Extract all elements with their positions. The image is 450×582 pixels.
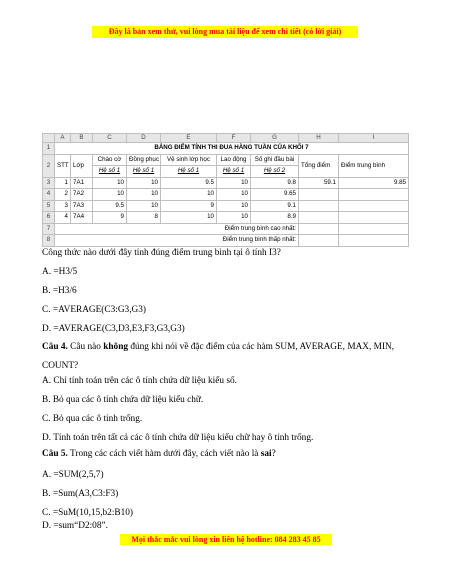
- row-header[interactable]: 5: [43, 200, 55, 212]
- cell-class[interactable]: 7A2: [71, 189, 93, 201]
- question-3-prompt: Công thức nào dưới đây tính đúng điểm trung bình tại ô tính I3?: [42, 248, 281, 258]
- cell-g[interactable]: 9.8: [251, 177, 299, 189]
- cell-f[interactable]: 10: [217, 212, 251, 224]
- column-header[interactable]: G: [251, 134, 299, 143]
- sheet-row: [43, 154, 409, 166]
- cell-e[interactable]: 9: [161, 200, 217, 212]
- cell-c[interactable]: 9.5: [93, 200, 127, 212]
- question-3-option-b: B. =H3/6: [42, 286, 77, 296]
- cell-e[interactable]: 10: [161, 212, 217, 224]
- column-header[interactable]: E: [161, 134, 217, 143]
- cell-c[interactable]: 10: [93, 177, 127, 189]
- header-cell[interactable]: Số ghi đầu bài: [251, 154, 299, 166]
- weight-cell[interactable]: Hệ số 1: [93, 166, 127, 178]
- cell-h[interactable]: [299, 200, 339, 212]
- hotline-banner: Mọi thắc mắc vui lòng xin liên hệ hotline: 084 283 45 85: [120, 534, 332, 545]
- row-header[interactable]: 6: [43, 212, 55, 224]
- sheet-row: [43, 223, 409, 235]
- header-cell[interactable]: Đồng phục: [127, 154, 161, 166]
- min-average-label[interactable]: Điểm trung bình thấp nhất:: [55, 235, 299, 247]
- cell-g[interactable]: 8.9: [251, 212, 299, 224]
- sheet-row: [43, 212, 409, 224]
- question-5-text-post: ?: [271, 449, 276, 459]
- cell-class[interactable]: 7A1: [71, 177, 93, 189]
- question-4-option-c: C. Bỏ qua các ô tính trống.: [42, 414, 143, 424]
- cell-e[interactable]: 10: [161, 189, 217, 201]
- row-header[interactable]: 4: [43, 189, 55, 201]
- cell-c[interactable]: 9: [93, 212, 127, 224]
- weight-cell[interactable]: Hệ số 2: [251, 166, 299, 178]
- question-5-prompt: [42, 448, 422, 460]
- cell-i[interactable]: 9.85: [339, 177, 409, 189]
- sheet-row: [43, 143, 409, 155]
- row-header[interactable]: 3: [43, 177, 55, 189]
- row-header[interactable]: 7: [43, 223, 55, 235]
- cell-h[interactable]: [299, 223, 339, 235]
- question-3-option-d: D. =AVERAGE(C3,D3,E3,F3,G3,G3): [42, 324, 185, 334]
- header-cell[interactable]: Tổng điểm: [299, 154, 339, 177]
- question-5-text-pre: Trong các cách viết hàm dưới đây, cách viết nào là: [67, 449, 261, 459]
- question-4-text-pre: Câu nào: [67, 342, 104, 352]
- sheet-title[interactable]: BẢNG ĐIỂM TÍNH THI ĐUA HÀNG TUẦN CỦA KHỐI 7: [55, 143, 409, 155]
- question-5-option-d: D. =sum“D2:08”.: [42, 521, 108, 531]
- question-4-emphasis: không: [103, 342, 129, 352]
- question-3-option-a: A. =H3/5: [42, 267, 78, 277]
- cell-f[interactable]: 10: [217, 200, 251, 212]
- sheet-row: [43, 200, 409, 212]
- header-cell[interactable]: Lao động: [217, 154, 251, 166]
- header-cell[interactable]: Vệ sinh lớp học: [161, 154, 217, 166]
- row-header[interactable]: 1: [43, 143, 55, 155]
- cell-stt[interactable]: 2: [55, 189, 71, 201]
- header-cell[interactable]: STT: [55, 154, 71, 177]
- column-header[interactable]: A: [55, 134, 71, 143]
- cell-i[interactable]: [339, 235, 409, 247]
- cell-h[interactable]: [299, 212, 339, 224]
- column-header[interactable]: C: [93, 134, 127, 143]
- cell-d[interactable]: 10: [127, 177, 161, 189]
- corner-cell[interactable]: [43, 134, 55, 143]
- weight-cell[interactable]: Hệ số 1: [161, 166, 217, 178]
- header-cell[interactable]: Chào cờ: [93, 154, 127, 166]
- cell-g[interactable]: 9.1: [251, 200, 299, 212]
- column-header[interactable]: F: [217, 134, 251, 143]
- cell-f[interactable]: 10: [217, 177, 251, 189]
- cell-i[interactable]: [339, 223, 409, 235]
- row-header[interactable]: 8: [43, 235, 55, 247]
- question-4-text-post: đúng khi nói về đặc điểm của các hàm SUM, AVERAGE, MAX, MIN, COUNT?: [42, 342, 395, 371]
- cell-i[interactable]: [339, 200, 409, 212]
- column-header-row: [43, 134, 409, 143]
- cell-h[interactable]: [299, 235, 339, 247]
- sheet-row: [43, 235, 409, 247]
- weight-cell[interactable]: Hệ số 1: [217, 166, 251, 178]
- cell-d[interactable]: 10: [127, 189, 161, 201]
- column-header[interactable]: D: [127, 134, 161, 143]
- sheet-row: [43, 189, 409, 201]
- cell-g[interactable]: 9.65: [251, 189, 299, 201]
- cell-c[interactable]: 10: [93, 189, 127, 201]
- question-5-emphasis: sai: [260, 449, 272, 459]
- preview-notice-banner: Đây là bản xem thử, vui lòng mua tài liệu để xem chi tiết (có lời giải): [92, 26, 358, 38]
- question-4-label: Câu 4.: [42, 342, 68, 352]
- cell-stt[interactable]: 4: [55, 212, 71, 224]
- question-5-option-b: B. =Sum(A3,C3:F3): [42, 489, 119, 499]
- question-4-option-b: B. Bỏ qua các ô tính chứa dữ liệu kiểu chữ.: [42, 395, 204, 405]
- weight-cell[interactable]: Hệ số 1: [127, 166, 161, 178]
- column-header[interactable]: B: [71, 134, 93, 143]
- cell-class[interactable]: 7A4: [71, 212, 93, 224]
- cell-e[interactable]: 9.5: [161, 177, 217, 189]
- max-average-label[interactable]: Điểm trung bình cao nhất:: [55, 223, 299, 235]
- spreadsheet: [42, 133, 409, 247]
- cell-i[interactable]: [339, 189, 409, 201]
- sheet-row: [43, 177, 409, 189]
- question-4-option-d: D. Tính toán trên tất cả các ô tính chứa dữ liệu kiểu chữ hay ô tính trống.: [42, 433, 314, 443]
- row-header[interactable]: 2: [43, 154, 55, 177]
- header-cell[interactable]: Điểm trung bình: [339, 154, 409, 177]
- cell-i[interactable]: [339, 212, 409, 224]
- header-cell[interactable]: Lớp: [71, 154, 93, 177]
- column-header[interactable]: I: [339, 134, 409, 143]
- cell-class[interactable]: 7A3: [71, 200, 93, 212]
- column-header[interactable]: H: [299, 134, 339, 143]
- cell-h[interactable]: [299, 189, 339, 201]
- question-5-option-c: C. =SuM(10,15,b2:B10): [42, 508, 133, 518]
- cell-f[interactable]: 10: [217, 189, 251, 201]
- question-5-option-a: A. =SUM(2,5,7): [42, 470, 104, 480]
- question-5-label: Câu 5.: [42, 449, 68, 459]
- question-4-prompt: [42, 338, 422, 376]
- cell-stt[interactable]: 3: [55, 200, 71, 212]
- cell-d[interactable]: 10: [127, 200, 161, 212]
- question-4-option-a: A. Chỉ tính toán trên các ô tính chứa dữ liệu kiểu số.: [42, 376, 237, 386]
- question-3-option-c: C. =AVERAGE(C3:G3,G3): [42, 305, 146, 315]
- cell-h[interactable]: 59.1: [299, 177, 339, 189]
- cell-d[interactable]: 8: [127, 212, 161, 224]
- cell-stt[interactable]: 1: [55, 177, 71, 189]
